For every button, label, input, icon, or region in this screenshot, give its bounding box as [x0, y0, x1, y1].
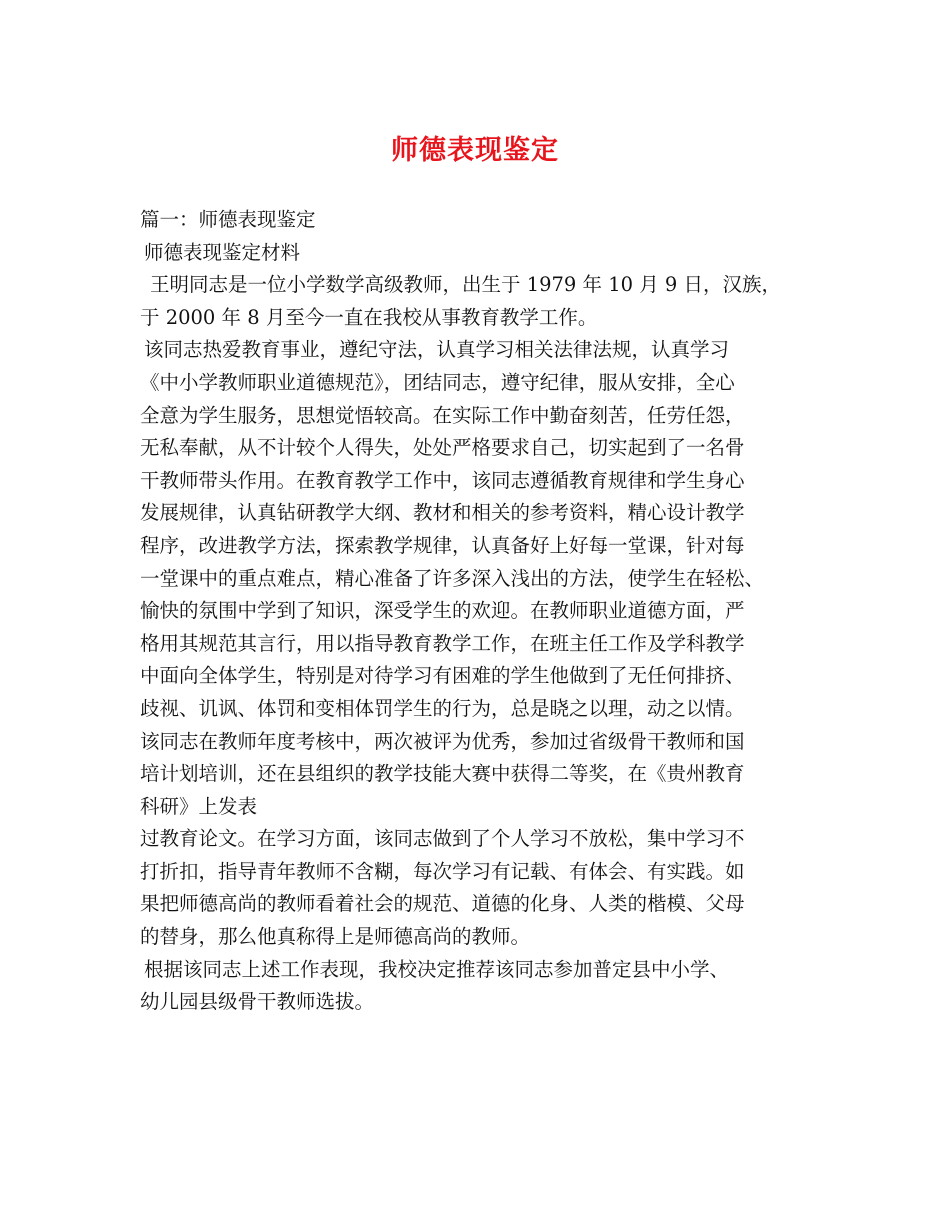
document-body [140, 204, 820, 1019]
paragraph-line: 无私奉献，从不计较个人得失，处处严格要求自己，切实起到了一名骨 [140, 436, 745, 460]
paragraph-line: 科研》上发表 [140, 794, 258, 818]
document-title: 师德表现鉴定 [391, 135, 559, 166]
paragraph-line: 一堂课中的重点难点，精心准备了许多深入浅出的方法，使学生在轻松、 [140, 566, 765, 590]
paragraph-line: 根据该同志上述工作表现，我校决定推荐该同志参加普定县中小学、 [144, 957, 730, 981]
subheading: 师德表现鉴定材料 [144, 240, 301, 264]
paragraph-line: 愉快的氛围中学到了知识，深受学生的欢迎。在教师职业道德方面，严 [140, 599, 745, 623]
paragraph-line: 的替身，那么他真称得上是师德高尚的教师。 [140, 925, 531, 949]
paragraph-line: 该同志在教师年度考核中，两次被评为优秀，参加过省级骨干教师和国 [140, 729, 745, 753]
paragraph-line: 歧视、讥讽、体罚和变相体罚学生的行为，总是晓之以理，动之以情。 [140, 696, 745, 720]
paragraph-line: 打折扣，指导青年教师不含糊，每次学习有记载、有体会、有实践。如 [140, 859, 745, 883]
paragraph-line: 中面向全体学生，特别是对待学习有困难的学生他做到了无任何排挤、 [140, 664, 745, 688]
paragraph-line: 于 2000 年 8 月至今一直在我校从事教育教学工作。 [140, 305, 598, 329]
paragraph-line: 幼儿园县级骨干教师选拔。 [140, 990, 375, 1014]
paragraph-line: 全意为学生服务，思想觉悟较高。在实际工作中勤奋刻苦，任劳任怨， [140, 403, 745, 427]
paragraph-line: 程序，改进教学方法，探索教学规律，认真备好上好每一堂课，针对每 [140, 533, 745, 557]
paragraph-line: 该同志热爱教育事业，遵纪守法，认真学习相关法律法规，认真学习 [144, 338, 730, 362]
paragraph-line: 王明同志是一位小学数学高级教师，出生于 1979 年 10 月 9 日，汉族， [150, 273, 782, 297]
paragraph-line: 《中小学教师职业道德规范》，团结同志，遵守纪律，服从安排，全心 [140, 370, 735, 394]
paragraph-line: 培计划培训，还在县组织的教学技能大赛中获得二等奖，在《贵州教育 [140, 762, 745, 786]
paragraph-line: 发展规律，认真钻研教学大纲、教材和相关的参考资料，精心设计教学 [140, 501, 745, 525]
paragraph-line: 格用其规范其言行，用以指导教育教学工作，在班主任工作及学科教学 [140, 631, 745, 655]
section-heading: 篇一：师德表现鉴定 [140, 208, 316, 231]
paragraph-line: 干教师带头作用。在教育教学工作中，该同志遵循教育规律和学生身心 [140, 468, 745, 492]
paragraph-line: 果把师德高尚的教师看着社会的规范、道德的化身、人类的楷模、父母 [140, 892, 745, 916]
paragraph-line: 过教育论文。在学习方面，该同志做到了个人学习不放松，集中学习不 [140, 827, 745, 851]
